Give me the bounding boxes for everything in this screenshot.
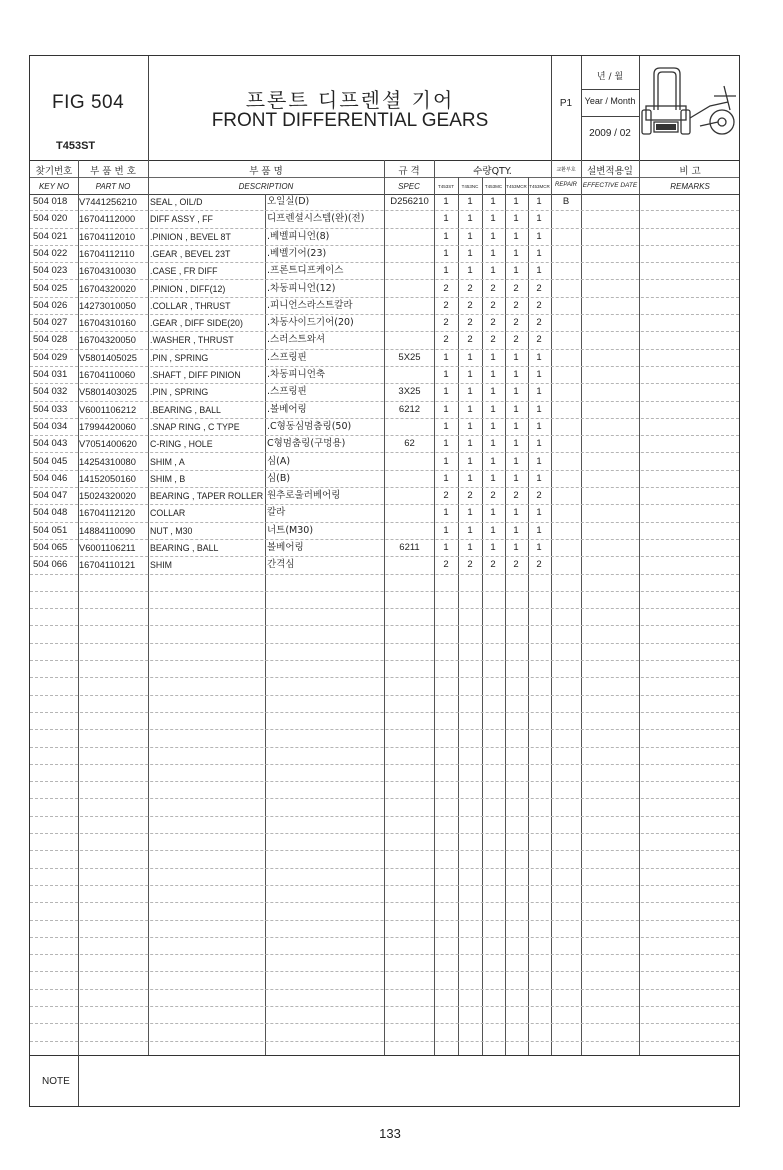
- description-ko-cell: .볼베어링: [267, 403, 307, 415]
- col-spec-ko: 규 격: [398, 166, 420, 177]
- description-ko-cell: .피니언스라스트칼라: [267, 299, 353, 311]
- part-no-cell: 16704110121: [79, 560, 136, 571]
- table-row: [30, 713, 739, 730]
- part-no-cell: 16704112120: [79, 508, 136, 519]
- description-en-cell: SEAL , OIL/D: [150, 197, 203, 207]
- qty-cell: 1: [467, 265, 473, 277]
- table-row: [30, 194, 739, 211]
- qty-cell: 1: [490, 247, 496, 259]
- description-ko-cell: .스러스트와셔: [267, 334, 326, 346]
- qty-cell: 2: [513, 317, 519, 329]
- table-row: [30, 592, 739, 609]
- part-no-cell: V7441256210: [79, 197, 137, 207]
- part-no-cell: V6001106211: [79, 543, 136, 553]
- qty-cell: 1: [467, 524, 473, 536]
- description-ko-cell: 디프렌셜시스템(완)(전): [267, 213, 365, 225]
- description-ko-cell: .차동사이드기어(20): [267, 317, 354, 329]
- description-ko-cell: 볼베어링: [267, 542, 304, 553]
- table-row: [30, 505, 739, 522]
- table-row: [30, 990, 739, 1007]
- table-row: [30, 471, 739, 488]
- description-ko-cell: 너트(M30): [267, 524, 314, 536]
- key-no-cell: 504 027: [33, 317, 68, 329]
- part-no-cell: 16704110060: [79, 370, 136, 380]
- header-divider: [581, 89, 639, 90]
- qty-cell: 1: [536, 420, 542, 432]
- description-ko-cell: .차동피니언축: [267, 369, 326, 380]
- qty-cell: 1: [490, 403, 496, 415]
- part-no-cell: 16704320020: [79, 283, 136, 294]
- qty-cell: 1: [467, 420, 473, 432]
- qty-cell: 2: [536, 334, 542, 346]
- qty-cell: 1: [443, 213, 449, 225]
- key-no-cell: 504 031: [33, 369, 68, 380]
- table-row: [30, 229, 739, 246]
- col-repair-en: REPAIR: [555, 182, 577, 188]
- qty-cell: 1: [467, 213, 473, 225]
- qty-cell: 2: [467, 334, 473, 346]
- description-ko-cell: 심(B): [267, 472, 291, 484]
- qty-cell: 1: [467, 230, 473, 242]
- table-row: [30, 367, 739, 384]
- qty-cell: 1: [513, 524, 519, 536]
- col-remarks-ko: 비 고: [679, 166, 701, 177]
- table-row: [30, 315, 739, 332]
- qty-cell: 1: [467, 403, 473, 415]
- qty-cell: 2: [443, 334, 449, 346]
- description-ko-cell: 칼라: [267, 507, 286, 519]
- key-no-cell: 504 026: [33, 299, 68, 311]
- qty-cell: 1: [490, 213, 496, 225]
- description-ko-cell: 오일실(D): [267, 196, 310, 207]
- qty-cell: 1: [467, 472, 473, 484]
- qty-cell: 1: [443, 438, 449, 450]
- table-row: [30, 973, 739, 990]
- table-row: [30, 281, 739, 298]
- table-row: [30, 1007, 739, 1024]
- title-korean: 프론트 디프렌셜 기어: [245, 88, 455, 112]
- description-ko-cell: 원추로울러베어링: [267, 490, 341, 502]
- key-no-cell: 504 018: [33, 196, 68, 207]
- description-en-cell: SHIM: [150, 560, 172, 571]
- key-no-cell: 504 025: [33, 282, 68, 294]
- description-en-cell: .BEARING , BALL: [150, 404, 221, 415]
- qty-cell: 2: [536, 317, 542, 329]
- col-part-ko: 부 품 번 호: [90, 166, 136, 177]
- qty-cell: 2: [443, 299, 449, 311]
- table-row: [30, 644, 739, 661]
- part-no-cell: 15024320020: [79, 491, 136, 502]
- col-repair-ko: 교환부호: [556, 167, 576, 173]
- qty-cell: 1: [443, 472, 449, 484]
- table-row: [30, 869, 739, 886]
- key-no-cell: 504 051: [33, 524, 68, 536]
- spec-cell: 3X25: [398, 386, 421, 398]
- qty-cell: 2: [513, 334, 519, 346]
- col-desc-en: DESCRIPTION: [238, 182, 294, 191]
- qty-cell: 1: [490, 507, 496, 519]
- col-key-ko: 찾기번호: [35, 166, 73, 177]
- qty-cell: 1: [513, 438, 519, 450]
- qty-cell: 1: [513, 472, 519, 484]
- note-divider: [30, 1055, 739, 1056]
- qty-cell: 1: [536, 507, 542, 519]
- description-en-cell: .PIN , SPRING: [150, 352, 209, 363]
- qty-cell: 1: [513, 386, 519, 398]
- year-month-label-ko: 년 / 월: [596, 72, 624, 82]
- qty-cell: 1: [513, 230, 519, 242]
- qty-cell: 1: [513, 196, 519, 207]
- qty-cell: 1: [443, 265, 449, 277]
- qty-cell: 1: [443, 420, 449, 432]
- description-en-cell: .GEAR , BEVEL 23T: [150, 248, 231, 259]
- qty-cell: 1: [443, 507, 449, 519]
- year-month-value: 2009 / 02: [589, 128, 631, 139]
- key-no-cell: 504 022: [33, 247, 68, 259]
- qty-cell: 2: [536, 282, 542, 294]
- part-no-cell: 16704112000: [79, 214, 136, 225]
- table-row: [30, 851, 739, 868]
- qty-cell: 1: [467, 196, 473, 207]
- table-row: [30, 903, 739, 920]
- part-no-cell: 16704112010: [79, 231, 136, 242]
- qty-cell: 1: [513, 420, 519, 432]
- description-en-cell: .GEAR , DIFF SIDE(20): [150, 318, 243, 329]
- description-ko-cell: .스프링핀: [267, 386, 307, 398]
- qty-cell: 1: [536, 196, 542, 207]
- table-row: [30, 436, 739, 453]
- table-row: [30, 730, 739, 747]
- description-en-cell: .WASHER , THRUST: [150, 335, 234, 346]
- qty-cell: 1: [467, 247, 473, 259]
- table-row: [30, 454, 739, 471]
- spec-cell: D256210: [390, 196, 429, 207]
- description-en-cell: .PINION , DIFF(12): [150, 283, 226, 294]
- part-no-cell: 16704112110: [79, 248, 135, 259]
- qty-cell: 1: [490, 265, 496, 277]
- qty-cell: 2: [443, 282, 449, 294]
- page-id: P1: [559, 98, 573, 109]
- qty-cell: 1: [513, 213, 519, 225]
- qty-cell: 1: [443, 369, 449, 380]
- table-row: [30, 523, 739, 540]
- qty-cell: 1: [490, 455, 496, 467]
- key-no-cell: 504 066: [33, 559, 68, 571]
- description-en-cell: .SHAFT , DIFF PINION: [150, 370, 241, 380]
- col-remarks-en: REMARKS: [670, 182, 710, 191]
- description-ko-cell: 간격심: [267, 559, 295, 571]
- qty-cell: 1: [490, 438, 496, 450]
- header-divider: [581, 116, 639, 117]
- part-no-cell: V5801403025: [79, 387, 137, 398]
- qty-cell: 2: [443, 559, 449, 571]
- qty-cell: 2: [467, 282, 473, 294]
- qty-cell: 1: [443, 524, 449, 536]
- qty-cell: 2: [490, 282, 496, 294]
- part-no-cell: V5801405025: [79, 352, 137, 363]
- description-en-cell: BEARING , BALL: [150, 543, 219, 553]
- qty-cell: 1: [536, 403, 542, 415]
- header-divider: [148, 56, 149, 160]
- qty-cell: 1: [443, 403, 449, 415]
- tractor-icon: [640, 66, 738, 144]
- qty-cell: 2: [536, 299, 542, 311]
- table-row: [30, 402, 739, 419]
- qty-cell: 1: [536, 542, 542, 553]
- qty-cell: 1: [443, 386, 449, 398]
- description-en-cell: .CASE , FR DIFF: [150, 266, 218, 277]
- col-part-en: PART NO: [95, 182, 131, 191]
- key-no-cell: 504 021: [33, 230, 68, 242]
- description-en-cell: COLLAR: [150, 508, 186, 519]
- qty-cell: 1: [467, 455, 473, 467]
- description-ko-cell: C형멈춤링(구멍용): [267, 438, 346, 450]
- parts-table-body: [30, 194, 739, 1055]
- col-key-en: KEY NO: [38, 182, 70, 191]
- table-row: [30, 696, 739, 713]
- qty-cell: 1: [490, 230, 496, 242]
- qty-cell: 1: [536, 386, 542, 398]
- key-no-cell: 504 043: [33, 438, 68, 450]
- part-no-cell: 14884110090: [79, 525, 136, 536]
- table-row: [30, 609, 739, 626]
- qty-cell: 2: [443, 317, 449, 329]
- qty-model-4: T453MCR: [506, 184, 527, 189]
- key-no-cell: 504 046: [33, 472, 68, 484]
- qty-cell: 2: [490, 334, 496, 346]
- qty-cell: 1: [490, 196, 496, 207]
- description-en-cell: BEARING , TAPER ROLLER: [150, 491, 264, 502]
- table-row: [30, 246, 739, 263]
- note-label: NOTE: [42, 1076, 70, 1087]
- table-row: [30, 263, 739, 280]
- qty-cell: 1: [443, 230, 449, 242]
- qty-cell: 1: [467, 351, 473, 363]
- qty-cell: 2: [490, 299, 496, 311]
- qty-cell: 1: [513, 507, 519, 519]
- key-no-cell: 504 023: [33, 265, 68, 277]
- qty-model-1: T453ST: [437, 184, 454, 189]
- table-row: [30, 817, 739, 834]
- table-row: [30, 298, 739, 315]
- qty-cell: 1: [536, 524, 542, 536]
- header-divider: [581, 56, 582, 160]
- header-divider: [551, 56, 552, 160]
- table-row: [30, 765, 739, 782]
- page-number: 133: [379, 1126, 401, 1141]
- qty-cell: 1: [490, 386, 496, 398]
- description-en-cell: .PIN , SPRING: [150, 387, 209, 398]
- description-en-cell: SHIM , A: [150, 456, 185, 467]
- table-row: [30, 678, 739, 695]
- qty-cell: 1: [513, 247, 519, 259]
- table-row: [30, 938, 739, 955]
- table-row: [30, 575, 739, 592]
- qty-cell: 1: [513, 455, 519, 467]
- key-no-cell: 504 034: [33, 420, 68, 432]
- key-no-cell: 504 020: [33, 213, 68, 225]
- description-en-cell: C-RING , HOLE: [150, 439, 213, 450]
- qty-cell: 2: [490, 559, 496, 571]
- description-ko-cell: 심(A): [267, 455, 291, 467]
- description-ko-cell: .차동피니언(12): [267, 282, 336, 294]
- part-no-cell: 16704310030: [79, 266, 136, 277]
- description-en-cell: SHIM , B: [150, 473, 186, 484]
- table-row: [30, 488, 739, 505]
- qty-cell: 1: [467, 369, 473, 380]
- part-no-cell: V6001106212: [79, 404, 137, 415]
- part-no-cell: 17994420060: [79, 421, 136, 432]
- parts-sheet: [29, 55, 740, 1107]
- qty-cell: 1: [513, 403, 519, 415]
- qty-cell: 2: [513, 490, 519, 502]
- qty-cell: 1: [467, 507, 473, 519]
- col-spec-en: SPEC: [398, 182, 420, 191]
- key-no-cell: 504 029: [33, 351, 68, 363]
- table-row: [30, 384, 739, 401]
- qty-cell: 1: [536, 213, 542, 225]
- figure-number: FIG 504: [52, 92, 125, 113]
- description-ko-cell: .베벨피니언(8): [267, 230, 330, 242]
- qty-cell: 1: [443, 196, 449, 207]
- qty-model-2: T453NC: [461, 184, 479, 189]
- description-en-cell: .PINION , BEVEL 8T: [150, 231, 231, 242]
- spec-cell: 6212: [398, 403, 421, 415]
- qty-model-5: T453MCR: [529, 184, 550, 189]
- table-row: [30, 627, 739, 644]
- year-month-label-en: Year / Month: [584, 96, 636, 106]
- description-en-cell: .SNAP RING , C TYPE: [150, 421, 240, 432]
- qty-cell: 1: [490, 542, 496, 553]
- qty-cell: 2: [490, 317, 496, 329]
- qty-cell: 2: [467, 299, 473, 311]
- qty-cell: 1: [467, 438, 473, 450]
- repair-cell: B: [562, 196, 570, 207]
- table-row: [30, 540, 739, 557]
- qty-cell: 1: [467, 386, 473, 398]
- qty-cell: 1: [536, 265, 542, 277]
- qty-cell: 1: [536, 369, 542, 380]
- qty-cell: 1: [490, 420, 496, 432]
- key-no-cell: 504 028: [33, 334, 68, 346]
- description-en-cell: NUT , M30: [150, 525, 193, 536]
- qty-cell: 1: [536, 230, 542, 242]
- table-row: [30, 1024, 739, 1041]
- qty-cell: 2: [490, 490, 496, 502]
- table-row: [30, 955, 739, 972]
- description-ko-cell: .베벨기어(23): [267, 247, 327, 259]
- qty-cell: 1: [513, 369, 519, 380]
- description-ko-cell: .스프링핀: [267, 351, 307, 363]
- qty-cell: 2: [513, 282, 519, 294]
- col-desc-ko: 부 품 명: [249, 166, 283, 177]
- part-no-cell: 14273010050: [79, 300, 136, 311]
- qty-cell: 1: [490, 369, 496, 380]
- table-row: [30, 800, 739, 817]
- part-no-cell: 16704310160: [79, 318, 136, 329]
- qty-cell: 1: [513, 542, 519, 553]
- spec-cell: 5X25: [398, 351, 421, 363]
- table-row: [30, 557, 739, 574]
- part-no-cell: 16704320050: [79, 335, 136, 346]
- key-no-cell: 504 045: [33, 455, 68, 467]
- qty-cell: 1: [443, 542, 449, 553]
- qty-cell: 1: [443, 247, 449, 259]
- model-code: T453ST: [56, 140, 96, 152]
- qty-cell: 2: [513, 559, 519, 571]
- qty-cell: 2: [536, 490, 542, 502]
- table-row: [30, 886, 739, 903]
- qty-cell: 2: [467, 559, 473, 571]
- qty-cell: 1: [443, 455, 449, 467]
- qty-cell: 1: [536, 351, 542, 363]
- table-row: [30, 834, 739, 851]
- table-row: [30, 661, 739, 678]
- spec-cell: 6211: [399, 542, 420, 553]
- key-no-cell: 504 032: [33, 386, 68, 398]
- qty-cell: 1: [513, 265, 519, 277]
- qty-cell: 1: [490, 524, 496, 536]
- description-en-cell: .COLLAR , THRUST: [150, 300, 231, 311]
- key-no-cell: 504 048: [33, 507, 68, 519]
- key-no-cell: 504 065: [33, 542, 68, 553]
- qty-cell: 2: [536, 559, 542, 571]
- qty-cell: 1: [467, 542, 473, 553]
- col-qty-ko: 수량QTY.: [473, 166, 512, 177]
- description-ko-cell: .C형동심멈춤링(50): [267, 420, 352, 432]
- qty-cell: 1: [536, 438, 542, 450]
- table-row: [30, 419, 739, 436]
- title-english: FRONT DIFFERENTIAL GEARS: [211, 110, 489, 131]
- qty-cell: 2: [467, 490, 473, 502]
- spec-cell: 62: [404, 438, 415, 450]
- qty-cell: 1: [513, 351, 519, 363]
- key-no-cell: 504 033: [33, 403, 68, 415]
- table-row: [30, 350, 739, 367]
- qty-model-3: T453MC: [484, 184, 503, 189]
- key-no-cell: 504 047: [33, 490, 68, 502]
- table-row: [30, 921, 739, 938]
- qty-cell: 1: [536, 472, 542, 484]
- table-row: [30, 211, 739, 228]
- description-en-cell: DIFF ASSY , FF: [150, 214, 213, 225]
- table-row: [30, 782, 739, 799]
- note-column-line: [78, 1055, 79, 1106]
- table-row: [30, 748, 739, 765]
- qty-cell: 2: [513, 299, 519, 311]
- part-no-cell: 14254310080: [79, 456, 136, 467]
- table-row: [30, 332, 739, 349]
- qty-cell: 1: [490, 472, 496, 484]
- qty-cell: 2: [467, 317, 473, 329]
- part-no-cell: V7051400620: [79, 439, 137, 450]
- qty-cell: 2: [443, 490, 449, 502]
- col-effective-en: EFFECTIVE DATE: [582, 182, 638, 189]
- qty-cell: 1: [536, 247, 542, 259]
- qty-cell: 1: [536, 455, 542, 467]
- part-no-cell: 14152050160: [79, 473, 136, 484]
- col-effective-ko: 설변적용일: [587, 166, 633, 177]
- qty-cell: 1: [490, 351, 496, 363]
- qty-cell: 1: [443, 351, 449, 363]
- description-ko-cell: .프론트디프케이스: [267, 265, 344, 277]
